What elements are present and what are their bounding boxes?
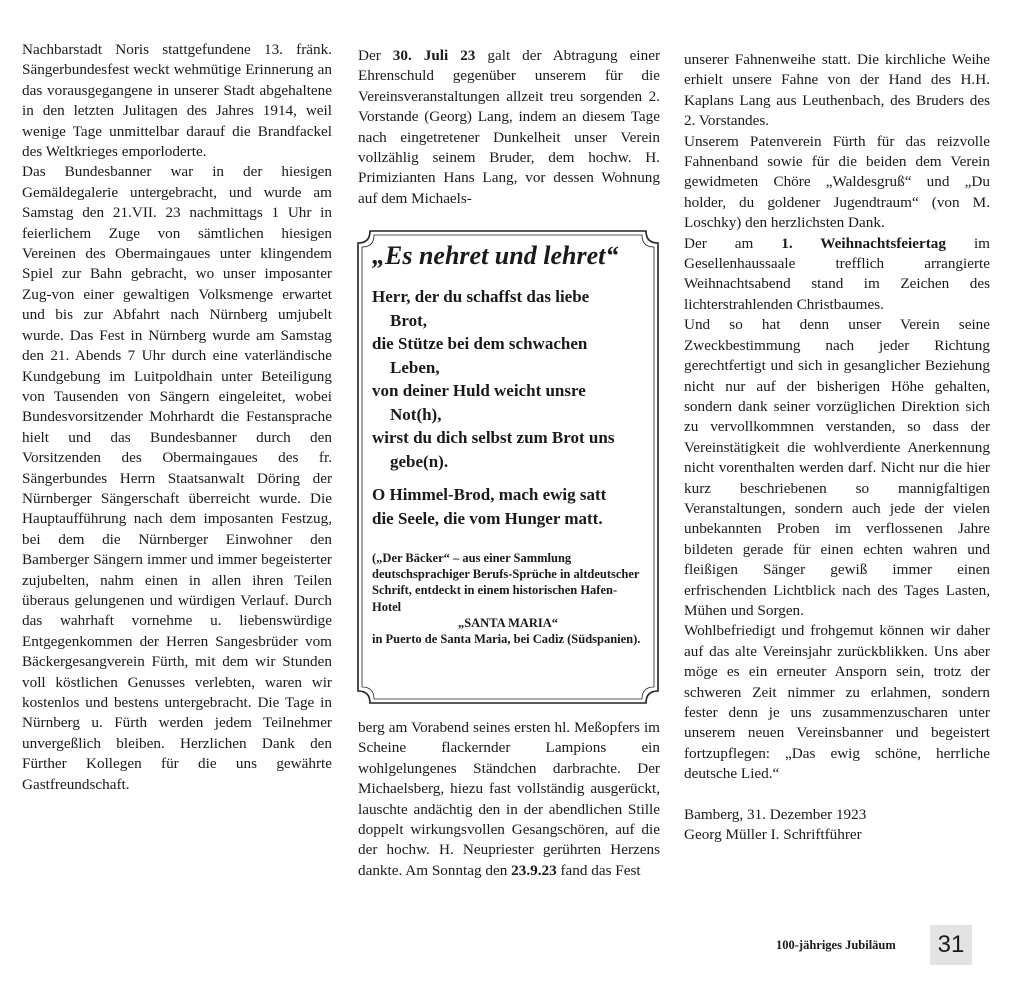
paragraph: Wohlbefriedigt und frohgemut können wir daher auf das alte Vereinsjahr zurückblikken. Uns aber möge es ein erneuter Ansporn sein, trotz der schweren Zeit nimmer zu erlahmen, sondern fester denn je uns zusammenzuscharen unter unserem neuen Vereinsbanner und begeistert fortzupflegen: „Das ewig schöne, herrliche deutsche Lied.“ <box>684 622 990 783</box>
poem-line: die Seele, die vom Hunger matt. <box>372 508 603 528</box>
signature-name: Georg Müller I. Schriftführer <box>684 826 862 844</box>
quote-box <box>356 229 660 705</box>
poem-line: Herr, der du schaffst das liebe <box>372 287 590 306</box>
text-run: Der am <box>684 234 782 252</box>
poem-line: die Stütze bei dem schwachen <box>372 334 588 353</box>
column-2-top <box>358 46 660 209</box>
paragraph <box>358 718 660 881</box>
text-run: galt der Abtragung einer Ehrenschuld gegenüber unserem für die Vereinsveranstaltungen allzeit treu sorgenden 2. Vorstande (Georg) Lang, indem an diesem Tage nach eingetretener Dunkelheit unser Verein vollzählig seinem Bruder, dem hochw. H. Primizianten Hans Lang, vor dessen Wohnung auf dem Michaels- <box>358 47 660 207</box>
page-number-box <box>930 925 972 965</box>
poem-line: wirst du dich selbst zum Brot uns <box>372 428 615 447</box>
date-bold: 30. Juli 23 <box>392 47 476 64</box>
date-bold: 23.9.23 <box>511 861 557 879</box>
footer-label: 100-jähriges Jubiläum <box>776 938 896 952</box>
poem-line: gebe(n). <box>390 451 449 471</box>
source-note <box>368 550 644 647</box>
source-text: („Der Bäcker“ – aus einer Sammlung deutschsprachiger Berufs-Sprüche in altdeutscher Schrift, entdeckt in einem historischen Hafen-Hotel <box>372 551 640 614</box>
poem-line: Leben, <box>390 357 440 377</box>
paragraph: Nachbarstadt Noris stattgefundene 13. fränk. Sängerbundesfest weckt wehmütige Erinnerung an das vorausgegangene in unserer Stadt abgehaltene in den letzten Julitagen des Jahres 1914, weil wenige Tage unmittelbar darauf die Brandfackel des Weltkrieges emporloderte. <box>22 41 332 161</box>
source-hotel: „SANTA MARIA“ <box>457 615 559 630</box>
paragraph <box>684 234 990 316</box>
poem-stanza-2 <box>368 483 644 530</box>
paragraph: Unserem Patenverein Fürth für das reizvolle Fahnenband sowie für die beiden dem Verein gewidmeten Chöre „Waldesgruß“ und „Du holder, du goldener Jugendtraum“ (von M. Loschky) den herzlichsten Dank. <box>684 132 990 232</box>
paragraph <box>358 46 660 209</box>
poem-line: O Himmel-Brod, mach ewig satt <box>372 485 607 504</box>
poem-line: von deiner Huld weicht unsre <box>372 381 586 400</box>
holiday-bold: 1. Weihnachtsfeiertag <box>781 234 946 252</box>
signature-place-date: Bamberg, 31. Dezember 1923 <box>684 805 867 823</box>
paragraph: unserer Fahnenweihe statt. Die kirchliche Weihe erhielt unsere Fahne von der Hand des H.H. Kaplans Lang aus Leuthenbach, des Bruders des 2. Vorstandes. <box>684 51 990 130</box>
text-run: fand das Fest <box>556 861 641 879</box>
text-run: berg am Vorabend seines ersten hl. Meßopfers im Scheine flackernder Lampions ein wohlgelungenes Ständchen darbrachte. Der Michaelsberg, hiezu fast vollständig ausgerückt, lauschte andächtig den in der abendlichen Stille doppelt wirkungsvollen Gesangschören, auf die der hochw. H. Neupriester gerührten Herzens dankte. Am Sonntag den <box>358 719 660 879</box>
paragraph: Das Bundesbanner war in der hiesigen Gemäldegalerie untergebracht, und wurde am Samstag den 21.VII. 23 nachmittags 1 Uhr in feierlichem Zuge von sämtlichen hiesigen Vereinen des Obermaingaues unter klingendem Spiel zur Bahn gebracht, wo unser imposanter Zug-von einer gewaltigen Volksmenge erwartet und bis zur Abfahrt nach Nürnberg umjubelt wurde. Das Fest in Nürnberg wurde am Samstag den 21. Abends 7 Uhr durch eine vaterländische Kundgebung im Luitpoldhain unter Beteiligung von Tausenden von Sängern eingeleitet, wobei Bundesvorsitzender Mohrhardt die Festansprache hielt und das Bundesbanner durch den Vorsitzenden des Obermaingaues des fr. Sängerbundes Herrn Staatsanwalt Döring der Nürnberger Sängerschaft überreicht wurde. Die Hauptaufführung nach dem imposanten Festzug, bei dem die Nürnberger Einwohner den Bamberger Sängern immer und immer begeisterter zujubelten, nahm einen in allen ihren Teilen überaus gelungenen und würdigen Verlauf. Durch das wahrhaft vornehme u. liebenswürdige Entgegenkommen der Herren Sangesbrüder vom Bäckergesangverein Fürth, mit dem wir Stunden voll köstlichen Genusses verlebten, waren wir kostenlos und bestens untergebracht. Die Tage in Nürnberg u. Fürth werden jedem Teilnehmer unvergeßlich bleiben. Herzlichen Dank den Fürther Kollegen für die uns gewährte Gastfreundschaft. <box>22 163 332 793</box>
box-title: „Es nehret und lehret“ <box>372 241 619 270</box>
poem-line: Not(h), <box>390 404 442 424</box>
signature-block <box>684 805 990 846</box>
column-1 <box>22 40 332 795</box>
page-number: 31 <box>937 931 965 958</box>
paragraph: Und so hat denn unser Verein seine Zweckbestimmung nach jeder Richtung gerechtfertigt und sich in gesanglicher Beziehung nicht nur auf der bisherigen Höhe gehalten, sondern dank seiner vorzüglichen Direktion sich zu vervollkommnen verstanden, so dass der Vereinstätigkeit die wohlverdiente Anerkennung nicht vorenthalten werden darf. Nicht nur die hier kurz beschriebenen so mannigfaltigen Veranstaltungen, sondern auch jede der vielen unbekannten Proben im verflossenen Jahre bildeten gerade für einen echten wahren und fleißigen Sänger gewiß immer einen erfrischenden Lichtblick nach des Tages Lasten, Mühen und Sorgen. <box>684 316 990 619</box>
poem-line: Brot, <box>390 310 427 330</box>
source-place: in Puerto de Santa Maria, bei Cadiz (Südspanien). <box>372 632 641 647</box>
text-run: im Gesellenhaussaale trefflich arrangierte Weihnachtsabend stand im Zeichen des lichterstrahlenden Christbaumes. <box>684 234 990 313</box>
text-run: Der <box>358 47 393 64</box>
column-3 <box>684 50 990 845</box>
poem-stanza-1 <box>368 285 644 473</box>
column-2-bottom <box>358 718 660 881</box>
